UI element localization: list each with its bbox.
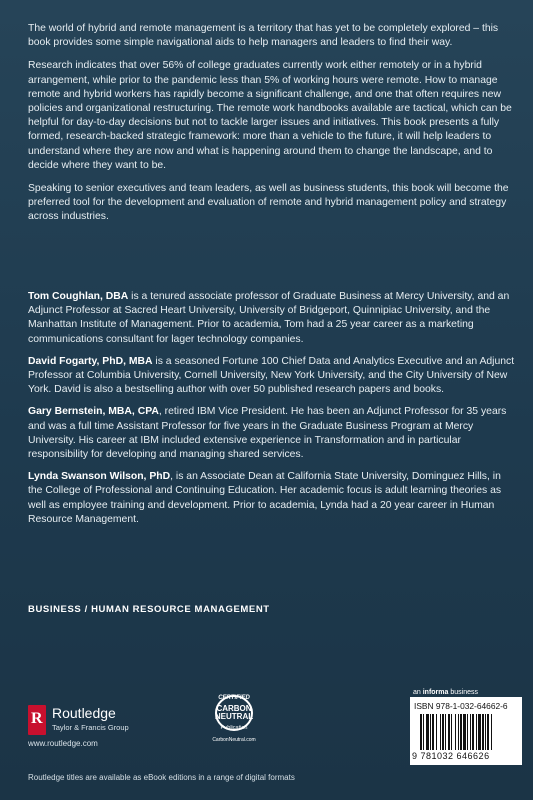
- author-bio: [28, 470, 518, 527]
- author-name: Lynda Swanson Wilson, PhD: [28, 471, 171, 483]
- author-bio-text: , is an Associate Dean at California State University, Dominguez Hills, in the College of Professional and Continuing Education. Her academic focus is adult learning theories as well as employee training and development. Prior to academia, Lynda had a 20 year career in Human Resource Management.: [28, 471, 502, 525]
- author-bio-text: is a tenured associate professor of Graduate Business at Mercy University, and an Adjunct Professor at Sacred Heart University, University of Bridgeport, Quinnipiac University, and the Manhattan Institute of Management. Prior to academia, Tom had a 25 year career as a marketing communications consultant for lager technology companies.: [28, 291, 510, 345]
- book-blurb: [28, 22, 518, 234]
- isbn-label: ISBN 978-1-032-64662-6: [414, 701, 508, 711]
- author-bio: [28, 405, 518, 462]
- author-name: David Fogarty, PhD, MBA: [28, 355, 153, 367]
- publisher-name: Routledge: [52, 705, 116, 721]
- author-bios: [28, 290, 518, 535]
- author-name: Gary Bernstein, MBA, CPA: [28, 406, 159, 418]
- author-bio-text: , retired IBM Vice President. He has been an Adjunct Professor for 35 years and was a full time Assistant Professor for five years in the Graduate Business Program at Mercy University. His career at IBM included extensive experience in Transformation and in particular responsibility for developing and managing shared services.: [28, 406, 507, 461]
- author-bio: [28, 290, 518, 347]
- carbon-neutral-badge: [207, 693, 261, 749]
- publisher-subtitle: Taylor & Francis Group: [52, 723, 129, 732]
- barcode-icon: [420, 714, 518, 750]
- author-name: Tom Coughlan, DBA: [28, 291, 129, 302]
- subject-category: BUSINESS / HUMAN RESOURCE MANAGEMENT: [28, 604, 270, 615]
- ebook-footer-note: Routledge titles are available as eBook editions in a range of digital formats: [28, 773, 295, 782]
- isbn-barcode: [410, 697, 522, 765]
- barcode-digits: 9 781032 646626: [412, 751, 490, 761]
- blurb-paragraph-3: Speaking to senior executives and team leaders, as well as business students, this book will become the preferred tool for the development and evaluation of remote and hybrid management policy and strategy across industries.: [28, 183, 509, 223]
- badge-publication: Publication: [220, 725, 248, 731]
- informa-business-label: an informa business: [413, 689, 478, 696]
- blurb-paragraph-2: Research indicates that over 56% of college graduates currently work either remotely or in a hybrid arrangement, while prior to the pandemic less than 5% of working hours were remote. How to manage remote and hybrid workers has rapidly become a significant challenge, and one that often requires new policies and organizational restructuring. The remote work handbooks available are tactical, which can be helpful for day-to-day decisions but not to tackle larger issues and initiatives. This book presents a fully formed, research-backed strategic framework: more than a vehicle to the future, it will help leaders to understand where they are now and what is happening around them to change the landscape, and to decide where they want to be.: [28, 60, 512, 171]
- routledge-mark-icon: R: [28, 705, 46, 735]
- publisher-url: www.routledge.com: [28, 739, 98, 748]
- blurb-paragraph-1: The world of hybrid and remote management is a territory that has yet to be completely explored – this book provides some simple navigational aids to help managers and leaders to find their way.: [28, 23, 499, 49]
- badge-certified: CERTIFIED: [218, 695, 250, 701]
- author-bio: [28, 355, 518, 398]
- badge-url: CarbonNeutral.com: [212, 737, 256, 743]
- publisher-logo: [28, 703, 168, 747]
- author-bio-text: is a seasoned Fortune 100 Chief Data and Analytics Executive and an Adjunct Professor at Columbia University, Cornell University, New York University, and the City University of New York. David is also a bestselling author with over 50 published research papers and books.: [28, 355, 515, 396]
- badge-carbon-neutral: CARBON NEUTRAL: [214, 704, 254, 721]
